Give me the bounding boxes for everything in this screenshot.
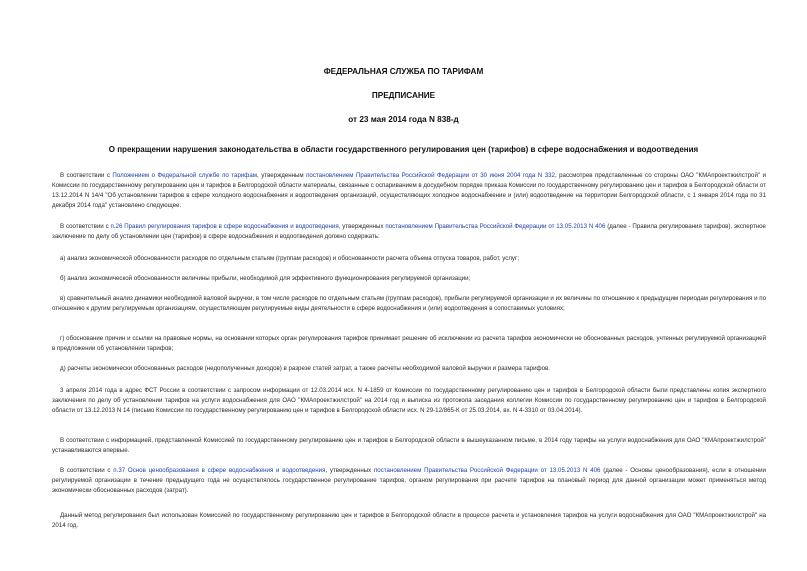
paragraph-5 xyxy=(52,466,766,496)
paragraph-2-text-c: (далее - Правила регулирования тарифов), экспертное заключение по делу об установлении цен (тарифов) в сфере водоснабжения и водоотведения должно содержать: xyxy=(52,223,766,240)
paragraph-5-text-b: , утвержденных xyxy=(325,467,374,474)
list-item-b: б) анализ экономической обоснованности величины прибыли, необходимой для эффективного функционирования регулируемой организации; xyxy=(60,275,471,282)
paragraph-1 xyxy=(52,171,766,211)
list-item-d: д) расчеты экономически обоснованных расходов (недополученных доходов) в разрезе статей затрат, а также расчеты необходимой валовой выручки и размера тарифов. xyxy=(60,365,550,372)
link-pricing-basics-p37[interactable]: п.37 Основ ценообразования в сфере водоснабжения и водоотведения xyxy=(113,467,326,474)
paragraph-1-text-a: В соответствии с xyxy=(60,172,113,179)
paragraph-1-text-c: , рассмотрев представленные со стороны ОАО "КМАпроектжилстрой" и Комиссии по государственному регулированию цен и тарифов в Белгородской области материалы, связанные с оспариванием в досудебном порядке приказа Комиссии по государственному регулированию цен и тарифов в Белгородской области от 13.12.2014 N 14/4 "Об установлении тарифов в сфере холодного водоснабжения и водоотведения организаций, осуществляющих холодное водоснабжение и (или) водоотведение на территории Белгородской области, с 1 января 2014 года по 31 декабря 2014 года" установлено следующее. xyxy=(52,172,766,209)
list-item-g: г) обоснование причин и ссылки на правовые нормы, на основании которых орган регулирования тарифов принимает решение об исключении из расчета тарифов экономически не обоснованных расходов, учтенных регулируемой организацией в предложении об установлении тарифов; xyxy=(52,335,766,352)
paragraph-5-text-a: В соответствии с xyxy=(60,467,114,474)
link-government-decree-406-b[interactable]: постановлением Правительства Российской Федерации от 13.05.2013 N 406 xyxy=(373,467,601,474)
link-government-decree-332[interactable]: постановлением Правительства Российской Федерации от 30 июня 2004 года N 332 xyxy=(306,172,555,179)
paragraph-3: 3 апреля 2014 года в адрес ФСТ России в соответствии с запросом информации от 12.03.2014 исх. N 4-1859 от Комиссии по государственному регулированию цен и тарифов в Белгородской области были представлены копия экспертного заключения по делу об установлении тарифов на услуги водоснабжения для ОАО "КМАпроектжилстрой" на 2014 год и выписка из протокола заседания коллегии Комиссии по государственному регулированию цен и тарифов в Белгородской области от 13.12.2013 N 14 (письмо Комиссии по государственному регулированию цен и тарифов в Белгородской области исх. N 29-12/865-К от 25.03.2014, вх. N 4-3310 от 03.04.2014). xyxy=(52,387,766,414)
paragraph-6: Данный метод регулирования был использован Комиссией по государственному регулированию цен и тарифов в Белгородской области в процессе расчета и установления тарифов на услуги водоснабжения для ОАО "КМАпроектжилстрой" на 2014 год. xyxy=(52,512,766,529)
document-type: ПРЕДПИСАНИЕ xyxy=(371,91,436,100)
list-item-v: в) сравнительный анализ динамики необходимой валовой выручки, в том числе расходов по отдельным статьям (группам расходов), прибыли регулируемой организации и их величины по отношению к предыдущим периодам регулирования и по отношению к другим регулируемым организациям, осуществляющим регулируемые виды деятельности в сфере водоснабжения и (или) водоотведения в сопоставимых условиях; xyxy=(52,295,766,312)
paragraph-5-text-c: (далее - Основы ценообразования), если в отношении регулируемой организации в течение предыдущего года не осуществлялось государственное регулирование тарифов, органом регулирования при расчете тарифов на плановый период для данной организации может применяться метод экономически обоснованных расходов (затрат). xyxy=(52,467,766,494)
paragraph-1-text-b: , утвержденным xyxy=(257,172,307,179)
agency-name: ФЕДЕРАЛЬНАЯ СЛУЖБА ПО ТАРИФАМ xyxy=(323,67,484,76)
link-government-decree-406[interactable]: постановлением Правительства Российской Федерации от 13.05.2013 N 406 xyxy=(385,223,606,230)
paragraph-2-text-b: , утвержденных xyxy=(338,223,386,230)
link-rules-p26[interactable]: п.26 Правил регулирования тарифов в сфере водоснабжения и водоотведения xyxy=(110,223,339,230)
document-title: О прекращении нарушения законодательства в области государственного регулирования цен (тарифов) в сфере водоснабжения и водоотведения xyxy=(108,145,699,154)
paragraph-4: В соответствии с информацией, представленной Комиссией по государственному регулированию цен и тарифов в Белгородской области в вышеуказанном письме, в 2014 году тарифы на услуги водоснабжения для ОАО "КМАпроектжилстрой" устанавливаются впервые. xyxy=(52,437,766,454)
paragraph-2-text-a: В соответствии с xyxy=(60,223,111,230)
link-fst-regulation[interactable]: Положением о Федеральной службе по тарифам xyxy=(112,172,257,179)
list-item-a: а) анализ экономической обоснованности расходов по отдельным статьям (группам расходов) и обоснованности расчета объема отпуска товаров, работ, услуг; xyxy=(60,255,519,262)
document-date-number: от 23 мая 2014 года N 838-д xyxy=(348,115,459,124)
paragraph-2 xyxy=(52,222,766,242)
